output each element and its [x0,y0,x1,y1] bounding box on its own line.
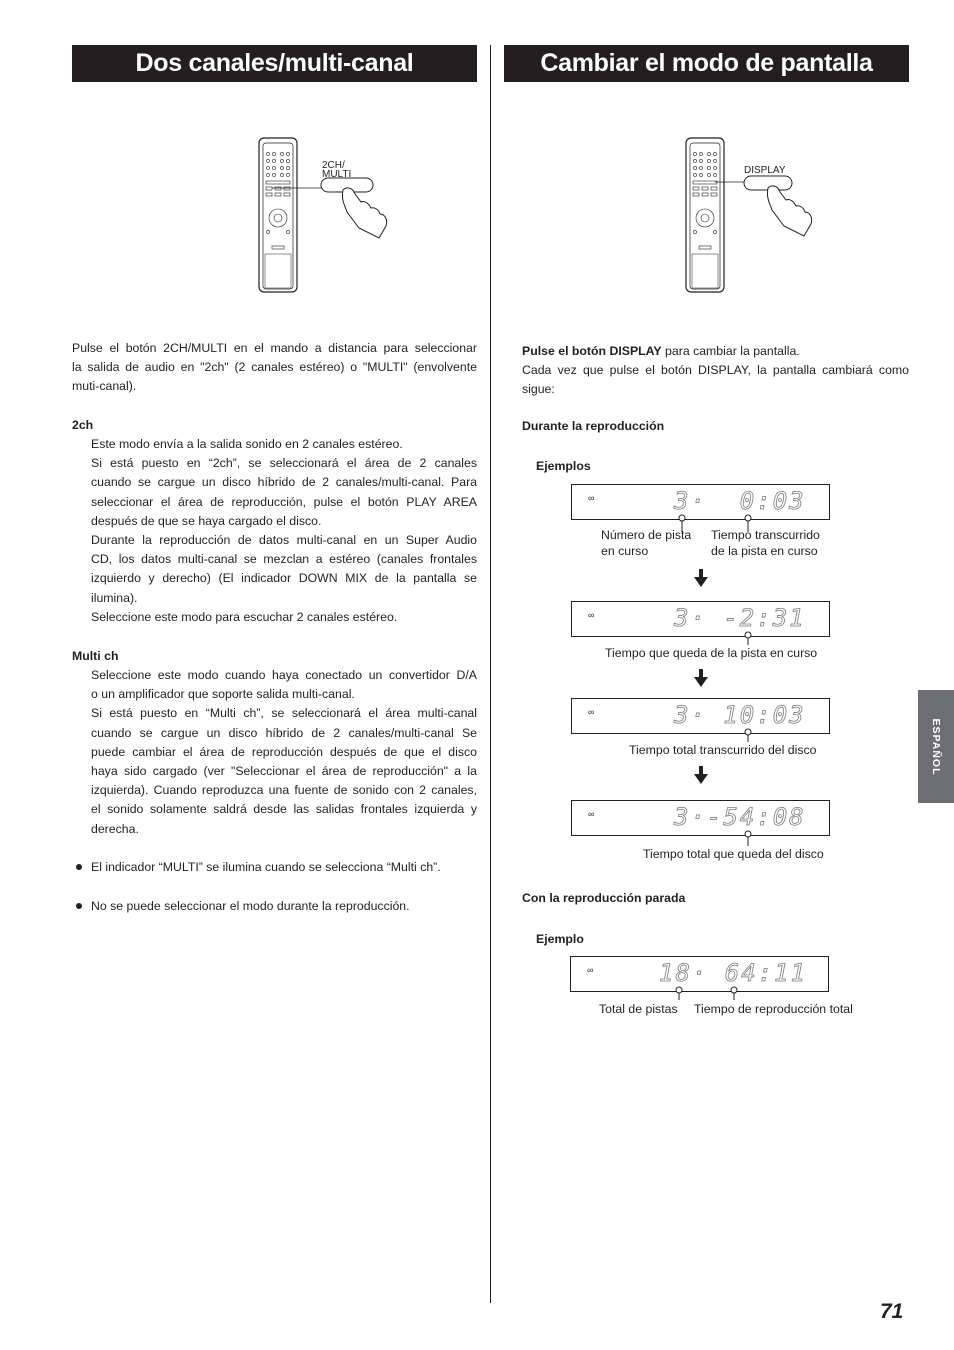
lcd-digits: 3· -2:31 [674,604,806,632]
lcd-indicator-icon: ∞ [588,493,595,503]
left-intro [72,339,477,397]
paragraph-line: izquierdo y derecho) (El indicador DOWN MIX de la pantalla se [91,571,477,586]
right-intro [522,342,909,400]
paragraph-line: el sonido solamente saldrá desde las salidas frontales izquierda y [91,802,477,817]
intro-bold: Pulse el botón DISPLAY [522,344,662,358]
right-intro-line: sigue: [522,382,555,397]
example-title: Ejemplo [536,932,584,946]
language-tab-label: ESPAÑOL [930,718,942,775]
paragraph-line: haya sido cargado (ver "Seleccionar el área de reproducción" a la [91,764,477,779]
section-multi-body [91,666,477,839]
lcd-digits: 3· 10:03 [674,701,806,729]
bullet-text: El indicador “MULTI” se ilumina cuando se selecciona “Multi ch”. [91,860,441,874]
paragraph-line: después de que se haya cargado el disco. [91,513,322,528]
caption-disc-elapsed: Tiempo total transcurrido del disco [629,743,817,757]
caption-track-remaining: Tiempo que queda de la pista en curso [605,646,818,660]
lcd-indicator-icon: ∞ [588,707,595,717]
left-intro-line: muti-canal). [72,379,137,394]
bullet-icon [76,903,82,909]
paragraph-line: Seleccione este modo para escuchar 2 canales estéreo. [91,609,398,624]
page-number: 71 [880,1300,904,1323]
left-intro-line: Pulse el botón 2CH/MULTI en el mando a distancia para seleccionar [72,341,477,355]
paragraph-line: ilumina). [91,590,138,605]
lcd-indicator-icon: ∞ [588,809,595,819]
remote-2ch-label-1: 2CH/ [322,160,345,171]
language-tab [918,690,954,803]
paragraph-line: puede cambiar el área de reproducción después de que el disco [91,744,477,759]
paragraph-line: seleccionar el área de reproducción, pulse el botón PLAY AREA [91,494,477,509]
lcd-digits: 18· 64:11 [659,959,808,987]
paragraph-line: Si está puesto en “2ch”, se seleccionará el área de 2 canales [91,456,477,471]
arrow-down-icon [693,569,709,587]
section-multi-title: Multi ch [72,649,119,663]
caption-track-elapsed: Tiempo transcurrido de la pista en curso [711,528,820,558]
paragraph-line: cuando se cargue un disco híbrido de 2 canales/multi-canal. Para [91,475,477,490]
arrow-down-icon [693,669,709,687]
lcd-digits: 3·-54:08 [674,803,806,831]
paragraph-line: CD, los datos multi-canal se mezclan a estéreo (canales frontales [91,552,477,567]
bullet-icon [76,864,82,870]
page-title-right: Cambiar el modo de pantalla [504,45,909,82]
caption-total-time: Tiempo de reproducción total [694,1002,853,1016]
paragraph-line: derecha. [91,821,139,836]
during-playback-title: Durante la reproducción [522,419,665,433]
paragraph-line: Seleccione este modo cuando haya conectado un convertidor D/A [91,668,477,682]
lcd-digits: 3· 0:03 [674,487,806,515]
arrow-down-icon [693,766,709,784]
bullet-text: No se puede seleccionar el modo durante la reproducción. [91,899,410,913]
paragraph-line: Durante la reproducción de datos multi-canal en un Super Audio [91,533,477,548]
remote-display-label: DISPLAY [744,165,786,176]
remote-2ch-illustration [255,134,395,296]
caption-disc-remaining: Tiempo total que queda del disco [643,847,824,861]
intro-rest: para cambiar la pantalla. [661,344,800,358]
lcd-pointers-stopped [570,984,830,1002]
caption-track-number: Número de pista en curso [601,528,692,558]
lcd-indicator-icon: ∞ [587,965,594,975]
section-2ch-title: 2ch [72,418,94,432]
paragraph-line: Si está puesto en “Multi ch”, se seleccionará el área multi-canal [91,706,477,721]
column-divider [490,45,491,1303]
paragraph-line: izquierda). Cuando reproduzca una fuente de sonido con 2 canales, [91,783,477,798]
stopped-title: Con la reproducción parada [522,891,686,905]
remote-display-illustration [682,134,822,296]
page-title-left: Dos canales/multi-canal [72,45,477,82]
examples-title: Ejemplos [536,459,591,473]
paragraph-line: o un amplificador que soporte salida multi-canal. [91,687,355,702]
left-intro-line: la salida de audio en "2ch" (2 canales estéreo) o "MULTI" (envolvente [72,360,477,375]
right-intro-line: Cada vez que pulse el botón DISPLAY, la pantalla cambiará como [522,363,909,378]
caption-total-tracks: Total de pistas [599,1002,678,1016]
paragraph-line: cuando se cargue un disco híbrido de 2 canales/multi-canal Se [91,725,477,740]
lcd-indicator-icon: ∞ [588,610,595,620]
remote-2ch-label-2: MULTI [322,169,352,180]
lcd-pointers-4 [571,828,831,848]
section-2ch-body [91,435,477,627]
paragraph-line: Este modo envía a la salida sonido en 2 canales estéreo. [91,437,403,451]
